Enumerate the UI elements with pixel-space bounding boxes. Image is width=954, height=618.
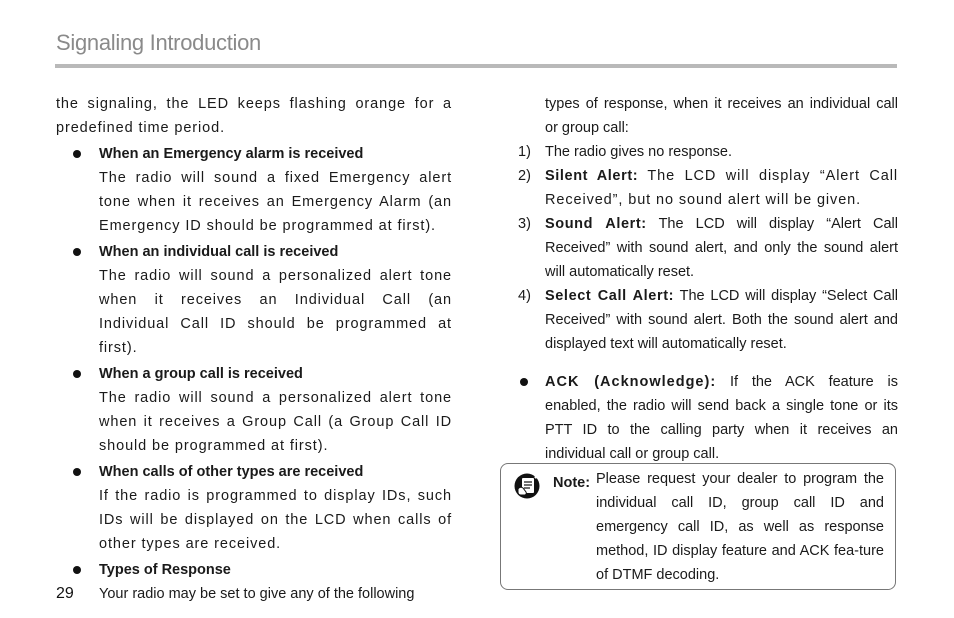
bullet-body: If the radio is programmed to display IDs, such IDs will be displayed on the LCD when calls of other types are received. [99,488,452,552]
bullet-dot-icon [73,150,81,158]
page-number: 29 [56,585,74,602]
bullet-other-calls [56,460,452,556]
item-label: Select Call Alert: [545,288,675,304]
page-title: Signaling Introduction [56,30,261,55]
item-number: 4) [518,288,531,304]
note-label: Note: [553,475,591,491]
item-number: 2) [518,168,531,184]
response-item-1 [518,140,898,164]
bullet-individual-call [56,240,452,360]
bullet-emergency [56,142,452,238]
bullet-heading: When an Emergency alarm is received [99,146,364,162]
note-hand-icon [513,472,543,500]
ack-text: If the ACK feature is enabled, the radio will send back a single tone or its PTT ID to the calling party when it receives an individual call or group call. [545,374,898,462]
item-text: The radio gives no response. [545,144,732,160]
intro-line: the signaling, the LED keeps flashing orange for a predefined time period. [56,96,452,136]
bullet-body: The radio will sound a personalized alert tone when it receives a Group Call (a Group Call ID should be programmed at first). [99,390,452,454]
bullet-dot-icon [520,378,528,386]
intro-text [56,92,452,140]
left-column [56,92,452,606]
response-item-4 [518,284,898,356]
item-label: Sound Alert: [545,216,647,232]
bullet-heading: When an individual call is received [99,244,339,260]
item-number: 1) [518,144,531,160]
ack-bullet [518,370,898,466]
bullet-response-types [56,558,452,606]
bullet-group-call [56,362,452,458]
response-item-3 [518,212,898,284]
bullet-heading: When calls of other types are received [99,464,364,480]
item-number: 3) [518,216,531,232]
bullet-body: The radio will sound a personalized alert tone when it receives an Individual Call (an Individual Call ID should be programmed at first). [99,268,452,356]
bullet-body: The radio will sound a fixed Emergency alert tone when it receives an Emergency Alarm (an Emergency ID should be programmed at first). [99,170,452,234]
continuation-text: types of response, when it receives an individual call or group call: [545,96,898,136]
bullet-body: Your radio may be set to give any of the following [99,586,415,602]
bullet-dot-icon [73,370,81,378]
bullet-heading: When a group call is received [99,366,303,382]
title-divider [55,64,897,68]
item-text: The LCD will display “Alert Call Received” with sound alert, and only the sound alert will automatically reset. [545,216,898,280]
item-text: The LCD will display “Alert Call Received”, but no sound alert will be given. [545,168,898,208]
bullet-dot-icon [73,566,81,574]
response-item-2 [518,164,898,212]
item-text: The LCD will display “Select Call Received” with sound alert. Both the sound alert and displayed text will automatically reset. [545,288,899,352]
right-column [518,92,898,466]
item-label: Silent Alert: [545,168,639,184]
note-box [500,463,896,590]
ack-label: ACK (Acknowledge): [545,374,717,390]
bullet-dot-icon [73,468,81,476]
bullet-dot-icon [73,248,81,256]
bullet-heading: Types of Response [99,562,231,578]
note-text: Please request your dealer to program the individual call ID, group call ID and emergency call ID, as well as response method, ID display feature and ACK fea-ture of DTMF decoding. [596,471,884,583]
